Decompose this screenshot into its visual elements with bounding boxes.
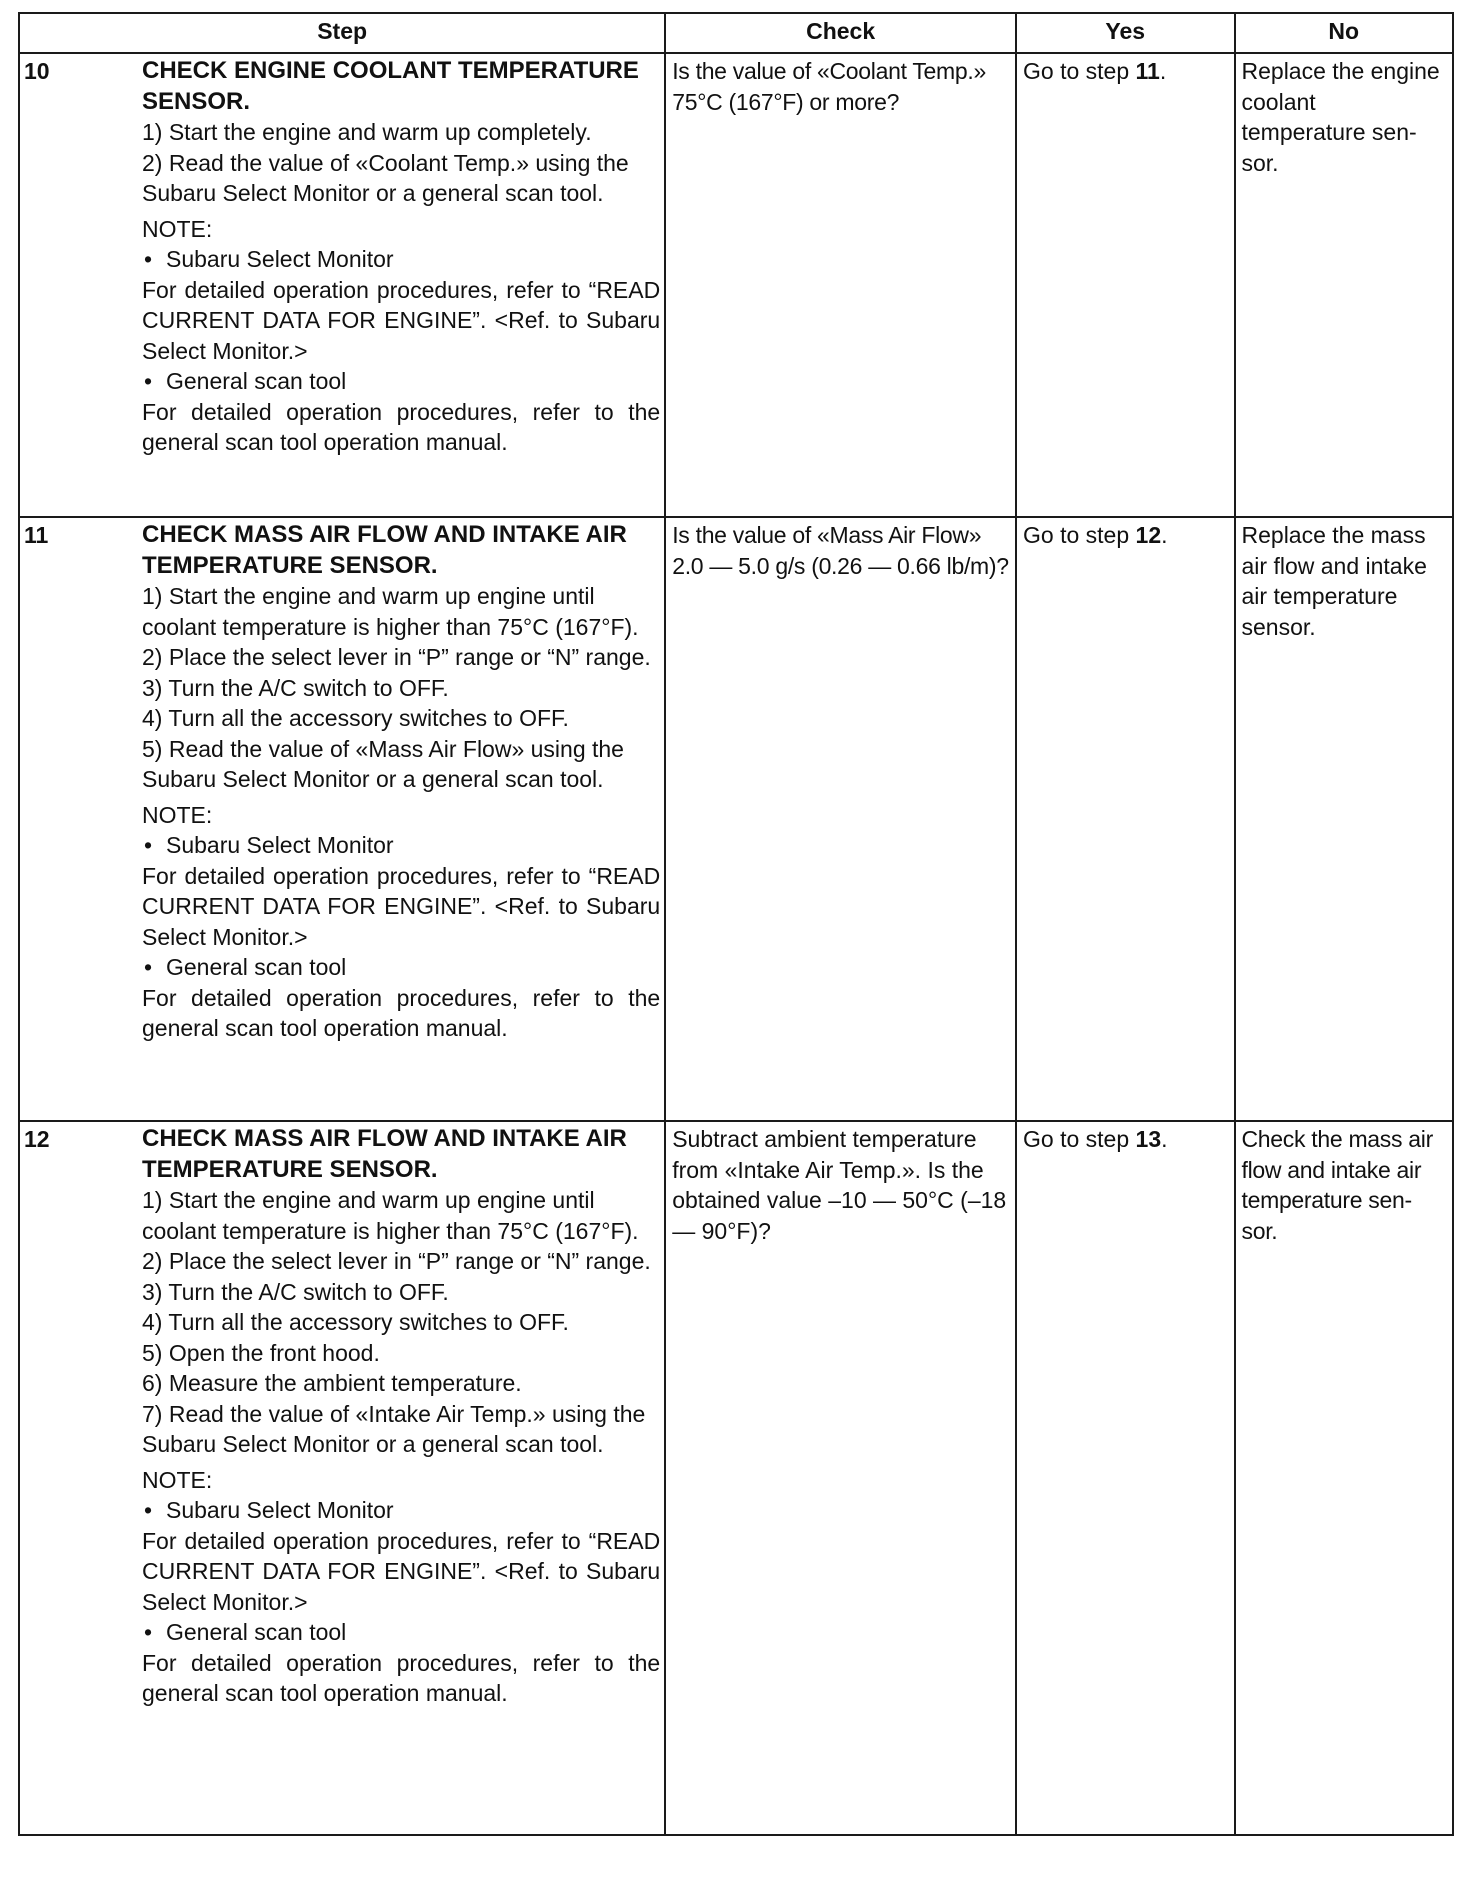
step-instruction: 5) Open the front hood. (142, 1339, 380, 1366)
yes-suffix: . (1161, 522, 1168, 548)
no-text: Check the mass air flow and intake air temperature sen-sor. (1241, 1126, 1433, 1244)
table-row (19, 1121, 1453, 1835)
yes-prefix: Go to step (1023, 522, 1136, 548)
step-instruction: 3) Turn the A/C switch to OFF. (142, 1278, 449, 1305)
note-scan-text: For detailed operation procedures, refer to the general scan tool operation manual. (142, 1649, 661, 1706)
note-bullet-monitor: • Subaru Select Monitor (142, 1495, 660, 1526)
note-bullet-scan: • General scan tool (142, 1617, 660, 1648)
header-check: Check (665, 13, 1016, 53)
note-scan-text: For detailed operation procedures, refer to the general scan tool operation manual. (142, 984, 661, 1041)
check-text: Is the value of «Coolant Temp.» 75°C (167°F) or more? (672, 58, 986, 115)
step-title: CHECK MASS AIR FLOW AND INTAKE AIR TEMPERATURE SENSOR. (142, 1125, 627, 1183)
yes-cell (1016, 1121, 1234, 1835)
yes-prefix: Go to step (1023, 58, 1136, 84)
step-instruction: 2) Place the select lever in “P” range or “N” range. (142, 644, 651, 670)
step-cell (19, 53, 665, 517)
yes-suffix: . (1161, 1126, 1168, 1152)
note-label: NOTE: (142, 801, 213, 828)
step-instruction: 7) Read the value of «Intake Air Temp.» using the Subaru Select Monitor or a general scan tool. (142, 1400, 646, 1457)
step-cell (19, 517, 665, 1121)
check-text: Is the value of «Mass Air Flow» 2.0 — 5.0 g/s (0.26 — 0.66 lb/m)? (672, 522, 1009, 579)
note-bullet-scan: • General scan tool (142, 952, 660, 983)
check-cell (665, 517, 1016, 1121)
check-cell (665, 53, 1016, 517)
header-row (19, 13, 1453, 53)
note-monitor-text: For detailed operation procedures, refer to “READ CURRENT DATA FOR ENGINE”. <Ref. to Subaru Select Monitor.> (142, 862, 661, 950)
step-instruction: 2) Read the value of «Coolant Temp.» using the Subaru Select Monitor or a general scan tool. (142, 149, 629, 206)
check-cell (665, 1121, 1016, 1835)
note-bullet-monitor: • Subaru Select Monitor (142, 244, 660, 275)
no-text: Replace the engine coolant temperature sen-sor. (1241, 58, 1440, 176)
step-cell (19, 1121, 665, 1835)
step-instruction: 4) Turn all the accessory switches to OFF. (142, 1309, 569, 1335)
no-cell (1235, 53, 1454, 517)
yes-step-link[interactable]: 11 (1135, 58, 1160, 84)
no-cell (1235, 1121, 1454, 1835)
header-yes: Yes (1016, 13, 1234, 53)
step-number: 10 (24, 58, 50, 84)
no-text: Replace the mass air flow and intake air temperature sensor. (1241, 522, 1427, 640)
yes-suffix: . (1159, 58, 1167, 84)
note-monitor-text: For detailed operation procedures, refer to “READ CURRENT DATA FOR ENGINE”. <Ref. to Subaru Select Monitor.> (142, 1527, 661, 1615)
header-step: Step (19, 13, 665, 53)
note-label: NOTE: (142, 215, 213, 242)
step-instruction: 1) Start the engine and warm up engine until coolant temperature is higher than 75°C (167°F). (142, 1187, 639, 1244)
check-text: Subtract ambient temperature from «Intake Air Temp.». Is the obtained value –10 — 50°C (–18 — 90°F)? (672, 1126, 1007, 1244)
step-number: 12 (24, 1126, 50, 1152)
table-row (19, 517, 1453, 1121)
yes-cell (1016, 517, 1234, 1121)
note-label: NOTE: (142, 1466, 213, 1493)
note-monitor-text: For detailed operation procedures, refer to “READ CURRENT DATA FOR ENGINE”. <Ref. to Subaru Select Monitor.> (142, 276, 661, 364)
step-number: 11 (24, 522, 49, 548)
yes-step-link[interactable]: 13 (1135, 1126, 1162, 1152)
yes-prefix: Go to step (1023, 1126, 1136, 1152)
step-instruction: 2) Place the select lever in “P” range or “N” range. (142, 1248, 651, 1274)
no-cell (1235, 517, 1454, 1121)
header-no: No (1235, 13, 1454, 53)
step-title: CHECK MASS AIR FLOW AND INTAKE AIR TEMPERATURE SENSOR. (142, 521, 627, 579)
step-instruction: 1) Start the engine and warm up engine until coolant temperature is higher than 75°C (167°F). (142, 583, 639, 640)
diagnostic-table (18, 12, 1454, 1836)
note-bullet-scan: • General scan tool (142, 366, 660, 397)
table-row (19, 53, 1453, 517)
step-instruction: 1) Start the engine and warm up completely. (142, 119, 592, 145)
note-scan-text: For detailed operation procedures, refer to the general scan tool operation manual. (142, 398, 661, 455)
step-instruction: 6) Measure the ambient temperature. (142, 1370, 522, 1396)
step-instruction: 4) Turn all the accessory switches to OFF. (142, 705, 569, 731)
step-instruction: 3) Turn the A/C switch to OFF. (142, 674, 449, 701)
step-title: CHECK ENGINE COOLANT TEMPERATURE SENSOR. (142, 57, 639, 115)
note-bullet-monitor: • Subaru Select Monitor (142, 830, 660, 861)
yes-cell (1016, 53, 1234, 517)
yes-step-link[interactable]: 12 (1135, 522, 1162, 548)
step-instruction: 5) Read the value of «Mass Air Flow» using the Subaru Select Monitor or a general scan tool. (142, 735, 624, 792)
